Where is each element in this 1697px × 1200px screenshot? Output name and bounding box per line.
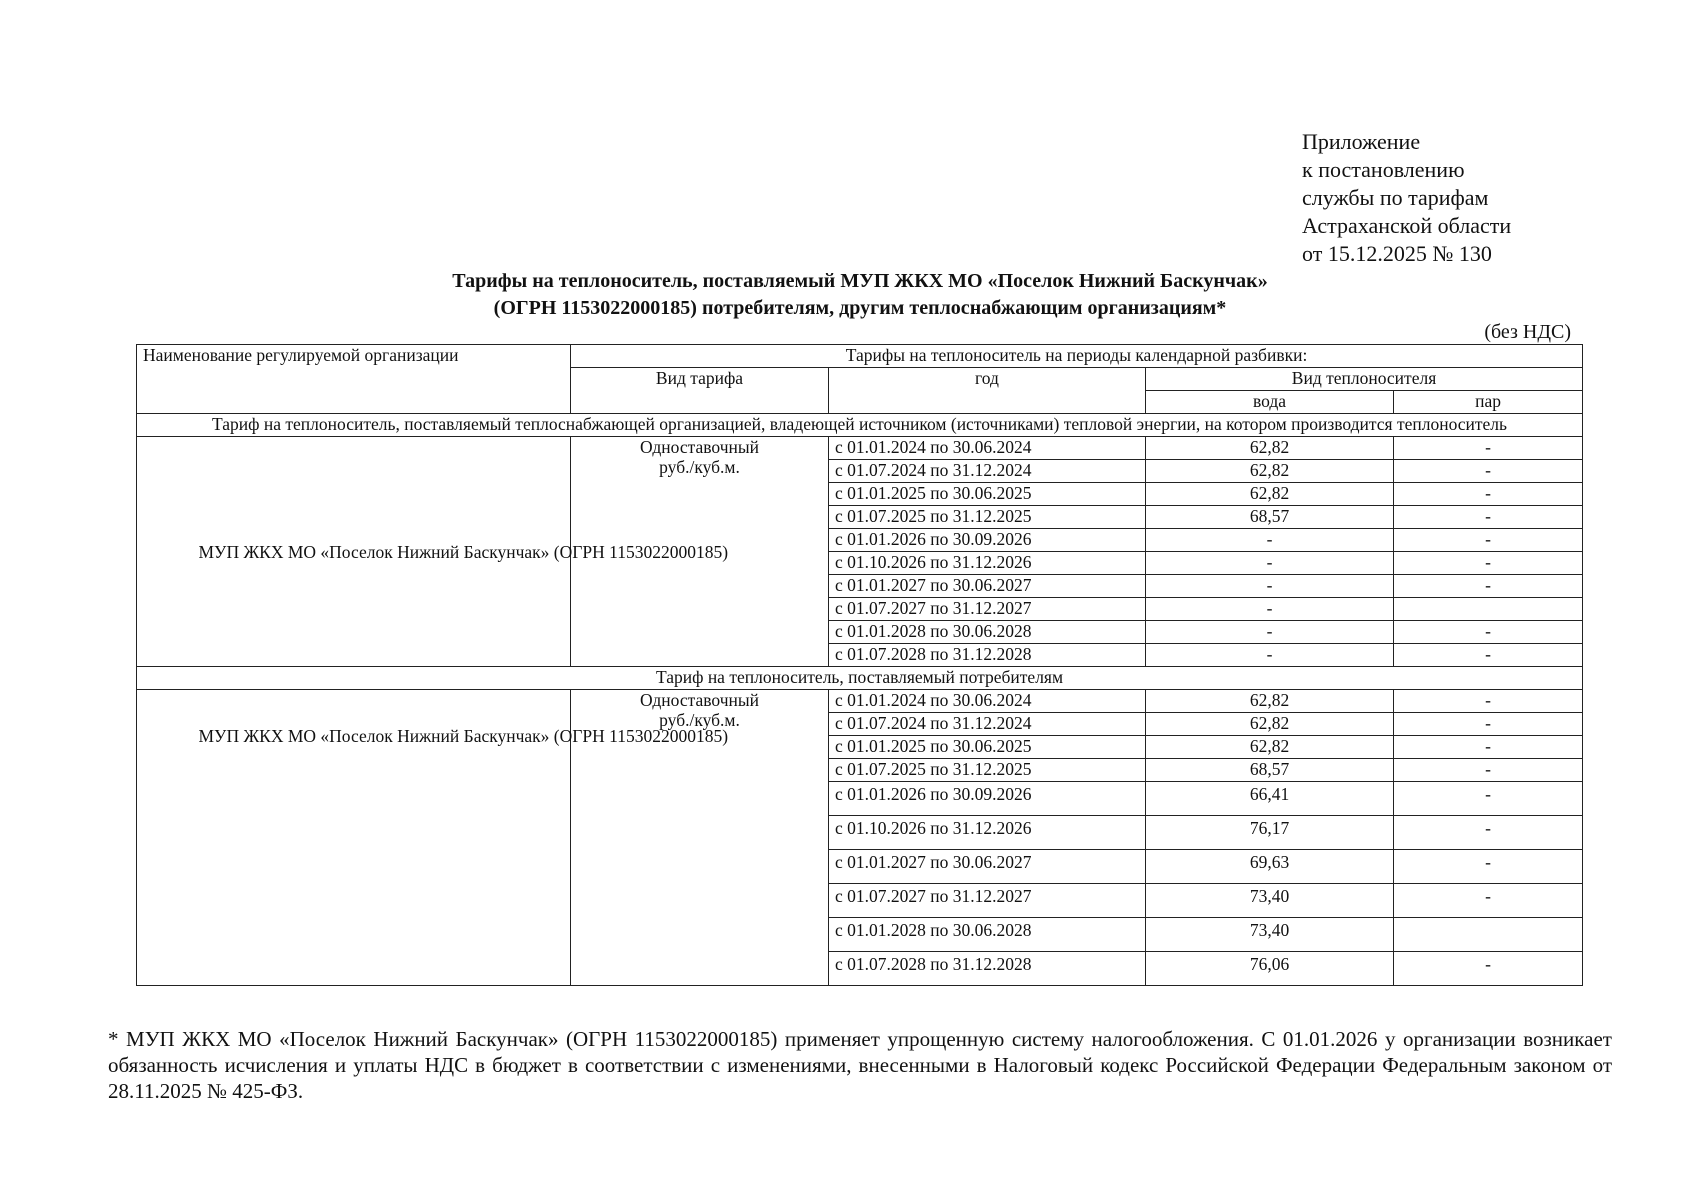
- appendix-block: [1302, 128, 1511, 268]
- header-year: год: [829, 368, 1146, 414]
- no-vat-note: (без НДС): [1484, 321, 1571, 343]
- water-tariff-cell: 76,06: [1146, 952, 1394, 986]
- period-cell: с 01.01.2024 по 30.06.2024: [829, 437, 1146, 460]
- steam-tariff-cell: -: [1394, 575, 1583, 598]
- water-tariff-cell: -: [1146, 529, 1394, 552]
- steam-tariff-cell: -: [1394, 460, 1583, 483]
- appendix-line: службы по тарифам: [1302, 185, 1489, 210]
- appendix-line: от 15.12.2025 № 130: [1302, 241, 1492, 266]
- tariff-table: [136, 344, 1583, 986]
- section-title: Тариф на теплоноситель, поставляемый теплоснабжающей организацией, владеющей источником (источниками) тепловой энергии, на котором производится теплоноситель: [137, 414, 1583, 437]
- period-cell: с 01.01.2027 по 30.06.2027: [829, 575, 1146, 598]
- period-cell: с 01.10.2026 по 31.12.2026: [829, 816, 1146, 850]
- title-line-2: (ОГРН 1153022000185) потребителям, другим теплоснабжающим организациям*: [493, 297, 1227, 319]
- water-tariff-cell: 68,57: [1146, 506, 1394, 529]
- steam-tariff-cell: [1394, 918, 1583, 952]
- period-cell: с 01.01.2028 по 30.06.2028: [829, 621, 1146, 644]
- steam-tariff-cell: -: [1394, 816, 1583, 850]
- steam-tariff-cell: -: [1394, 644, 1583, 667]
- steam-tariff-cell: -: [1394, 552, 1583, 575]
- water-tariff-cell: 68,57: [1146, 759, 1394, 782]
- header-water: вода: [1146, 391, 1394, 414]
- steam-tariff-cell: -: [1394, 759, 1583, 782]
- period-cell: с 01.10.2026 по 31.12.2026: [829, 552, 1146, 575]
- period-cell: с 01.01.2025 по 30.06.2025: [829, 736, 1146, 759]
- period-cell: с 01.07.2024 по 31.12.2024: [829, 460, 1146, 483]
- table-row: [137, 437, 1583, 460]
- water-tariff-cell: 76,17: [1146, 816, 1394, 850]
- steam-tariff-cell: -: [1394, 952, 1583, 986]
- steam-tariff-cell: -: [1394, 850, 1583, 884]
- period-cell: с 01.01.2025 по 30.06.2025: [829, 483, 1146, 506]
- period-cell: с 01.07.2025 по 31.12.2025: [829, 759, 1146, 782]
- water-tariff-cell: 73,40: [1146, 918, 1394, 952]
- document-title: [140, 268, 1580, 322]
- water-tariff-cell: 62,82: [1146, 483, 1394, 506]
- org-name: МУП ЖКХ МО «Поселок Нижний Баскунчак» (ОГРН 1153022000185): [198, 726, 729, 746]
- steam-tariff-cell: -: [1394, 782, 1583, 816]
- steam-tariff-cell: [1394, 598, 1583, 621]
- water-tariff-cell: 62,82: [1146, 437, 1394, 460]
- footnote: * МУП ЖКХ МО «Поселок Нижний Баскунчак» (ОГРН 1153022000185) применяет упрощенную систему налогообложения. С 01.01.2026 у организации возникает обязанность исчисления и уплаты НДС в бюджет в соответствии с изменениями, внесенными в Налоговый кодекс Российской Федерации Федеральным законом от 28.11.2025 № 425-ФЗ.: [108, 1027, 1612, 1103]
- steam-tariff-cell: -: [1394, 713, 1583, 736]
- water-tariff-cell: 62,82: [1146, 690, 1394, 713]
- steam-tariff-cell: -: [1394, 506, 1583, 529]
- steam-tariff-cell: -: [1394, 884, 1583, 918]
- tariff-unit-label: руб./куб.м.: [659, 457, 740, 477]
- tariff-type-label: Одноставочный: [640, 437, 759, 457]
- water-tariff-cell: -: [1146, 598, 1394, 621]
- section-title: Тариф на теплоноситель, поставляемый потребителям: [137, 667, 1583, 690]
- period-cell: с 01.01.2026 по 30.09.2026: [829, 529, 1146, 552]
- org-name: МУП ЖКХ МО «Поселок Нижний Баскунчак» (ОГРН 1153022000185): [198, 541, 729, 562]
- water-tariff-cell: 73,40: [1146, 884, 1394, 918]
- period-cell: с 01.07.2027 по 31.12.2027: [829, 598, 1146, 621]
- water-tariff-cell: 62,82: [1146, 713, 1394, 736]
- water-tariff-cell: 66,41: [1146, 782, 1394, 816]
- water-tariff-cell: -: [1146, 575, 1394, 598]
- tariff-unit-label: руб./куб.м.: [659, 710, 740, 730]
- period-cell: с 01.01.2026 по 30.09.2026: [829, 782, 1146, 816]
- appendix-line: Приложение: [1302, 129, 1421, 154]
- period-cell: с 01.07.2028 по 31.12.2028: [829, 644, 1146, 667]
- tariff-type-label: Одноставочный: [640, 690, 759, 710]
- water-tariff-cell: 62,82: [1146, 736, 1394, 759]
- water-tariff-cell: 62,82: [1146, 460, 1394, 483]
- water-tariff-cell: -: [1146, 552, 1394, 575]
- water-tariff-cell: -: [1146, 644, 1394, 667]
- water-tariff-cell: -: [1146, 621, 1394, 644]
- table-row: [137, 690, 1583, 713]
- period-cell: с 01.07.2028 по 31.12.2028: [829, 952, 1146, 986]
- period-cell: с 01.01.2028 по 30.06.2028: [829, 918, 1146, 952]
- steam-tariff-cell: -: [1394, 529, 1583, 552]
- water-tariff-cell: 69,63: [1146, 850, 1394, 884]
- header-periods: Тарифы на теплоноситель на периоды календарной разбивки:: [571, 345, 1583, 368]
- period-cell: с 01.01.2027 по 30.06.2027: [829, 850, 1146, 884]
- steam-tariff-cell: -: [1394, 437, 1583, 460]
- steam-tariff-cell: -: [1394, 736, 1583, 759]
- header-tariff-type: Вид тарифа: [571, 368, 829, 414]
- period-cell: с 01.07.2025 по 31.12.2025: [829, 506, 1146, 529]
- appendix-line: к постановлению: [1302, 157, 1465, 182]
- appendix-line: Астраханской области: [1302, 213, 1512, 238]
- header-steam: пар: [1394, 391, 1583, 414]
- header-carrier-type: Вид теплоносителя: [1146, 368, 1583, 391]
- header-org-name: Наименование регулируемой организации: [137, 345, 571, 414]
- title-line-1: Тарифы на теплоноситель, поставляемый МУП ЖКХ МО «Поселок Нижний Баскунчак»: [452, 270, 1268, 292]
- steam-tariff-cell: -: [1394, 621, 1583, 644]
- period-cell: с 01.07.2024 по 31.12.2024: [829, 713, 1146, 736]
- period-cell: с 01.01.2024 по 30.06.2024: [829, 690, 1146, 713]
- period-cell: с 01.07.2027 по 31.12.2027: [829, 884, 1146, 918]
- steam-tariff-cell: -: [1394, 690, 1583, 713]
- steam-tariff-cell: -: [1394, 483, 1583, 506]
